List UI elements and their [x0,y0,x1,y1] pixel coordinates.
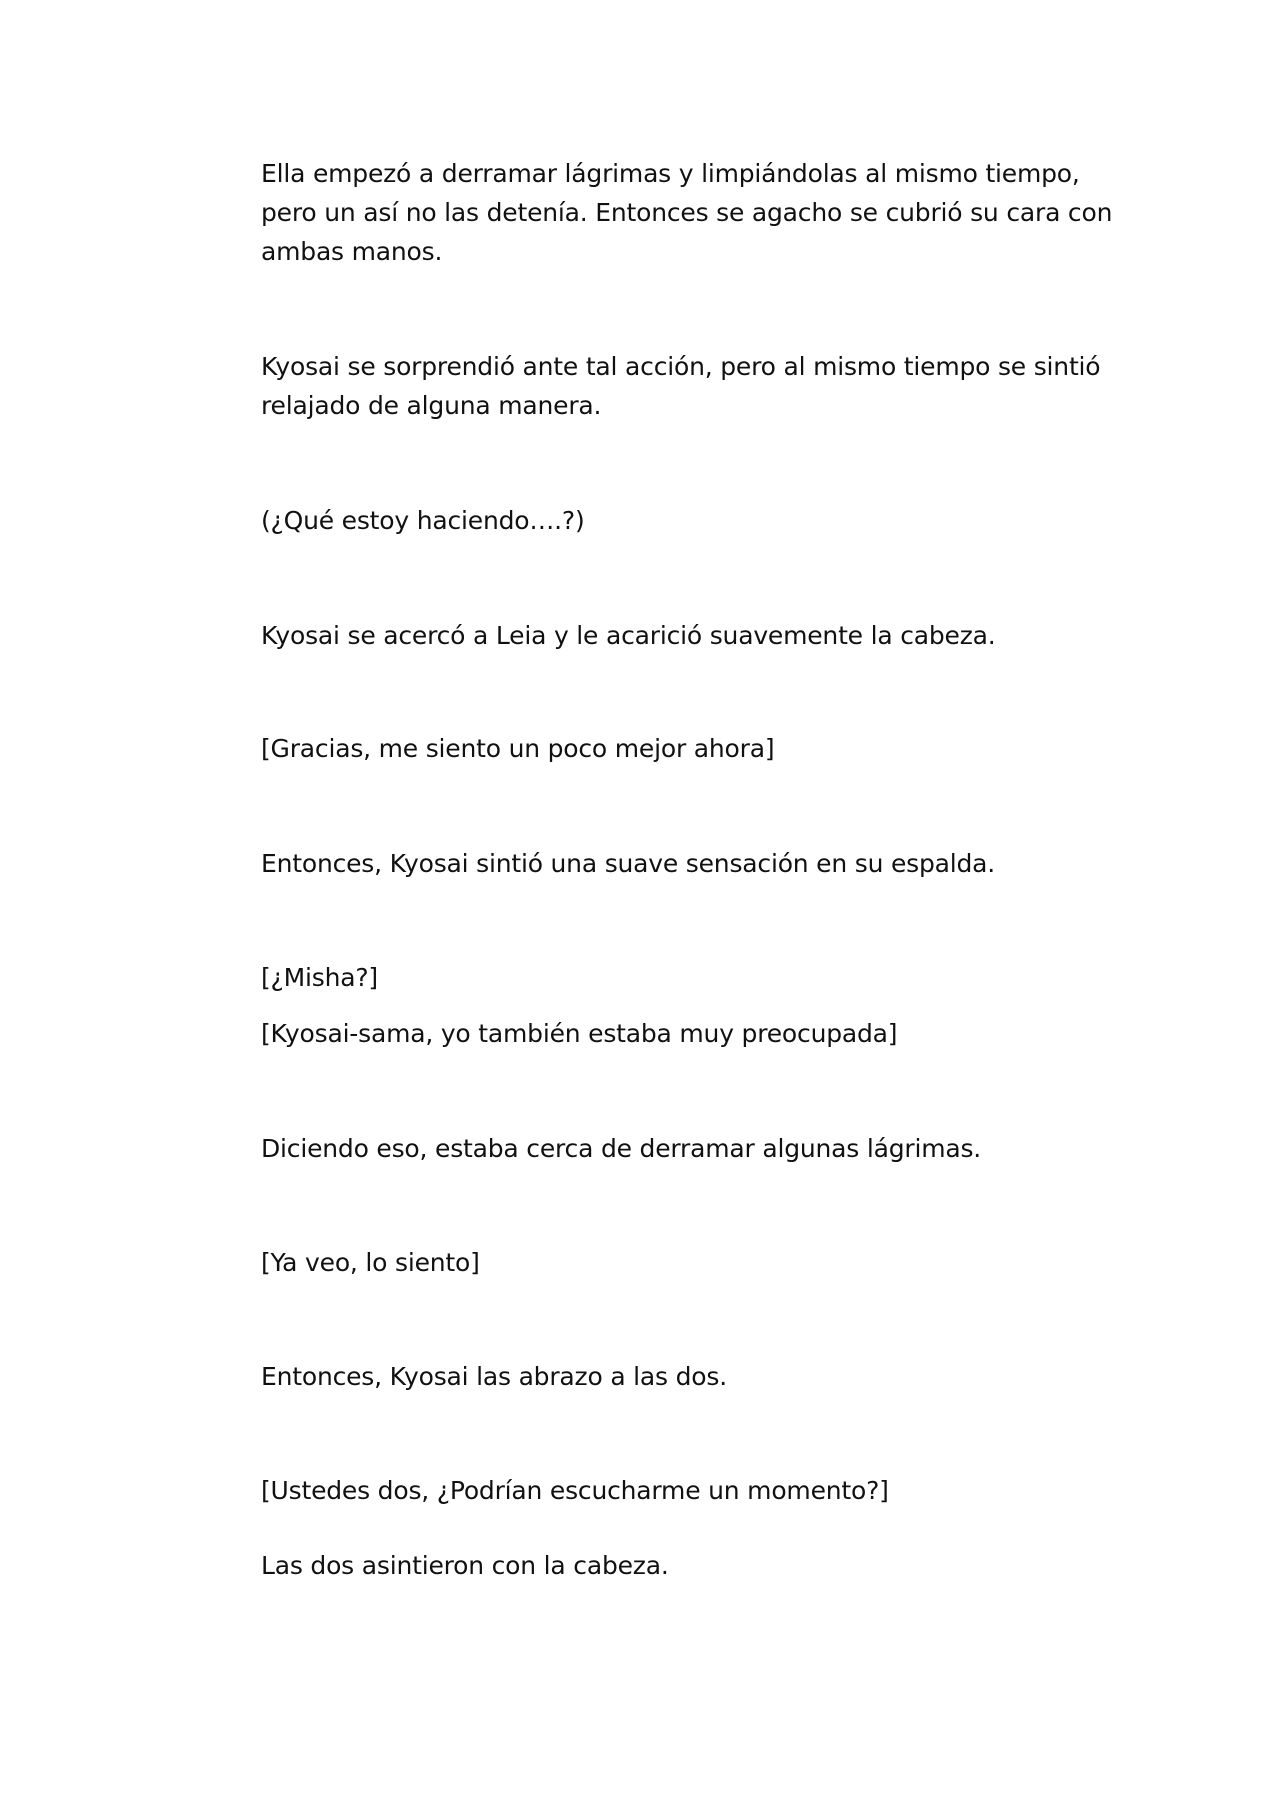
paragraph: Ella empezó a derramar lágrimas y limpiándolas al mismo tiempo, pero un así no las detenía. Entonces se agacho se cubrió su cara con ambas manos. [261,159,1113,266]
paragraph: [Ya veo, lo siento] [261,1248,480,1277]
paragraph: [Ustedes dos, ¿Podrían escucharme un momento?] [261,1476,889,1505]
paragraph: [Gracias, me siento un poco mejor ahora] [261,734,775,763]
paragraph: Diciendo eso, estaba cerca de derramar algunas lágrimas. [261,1134,982,1163]
paragraph: Kyosai se acercó a Leia y le acarició suavemente la cabeza. [261,621,996,650]
paragraph: [Kyosai-sama, yo también estaba muy preocupada] [261,1019,898,1048]
paragraph: Las dos asintieron con la cabeza. [261,1551,669,1580]
paragraph: [¿Misha?] [261,963,378,992]
paragraph: Entonces, Kyosai sintió una suave sensación en su espalda. [261,849,996,878]
paragraph: Entonces, Kyosai las abrazo a las dos. [261,1362,727,1391]
paragraph: Kyosai se sorprendió ante tal acción, pero al mismo tiempo se sintió relajado de alguna manera. [261,352,1101,420]
paragraph: (¿Qué estoy haciendo….?) [261,506,585,535]
